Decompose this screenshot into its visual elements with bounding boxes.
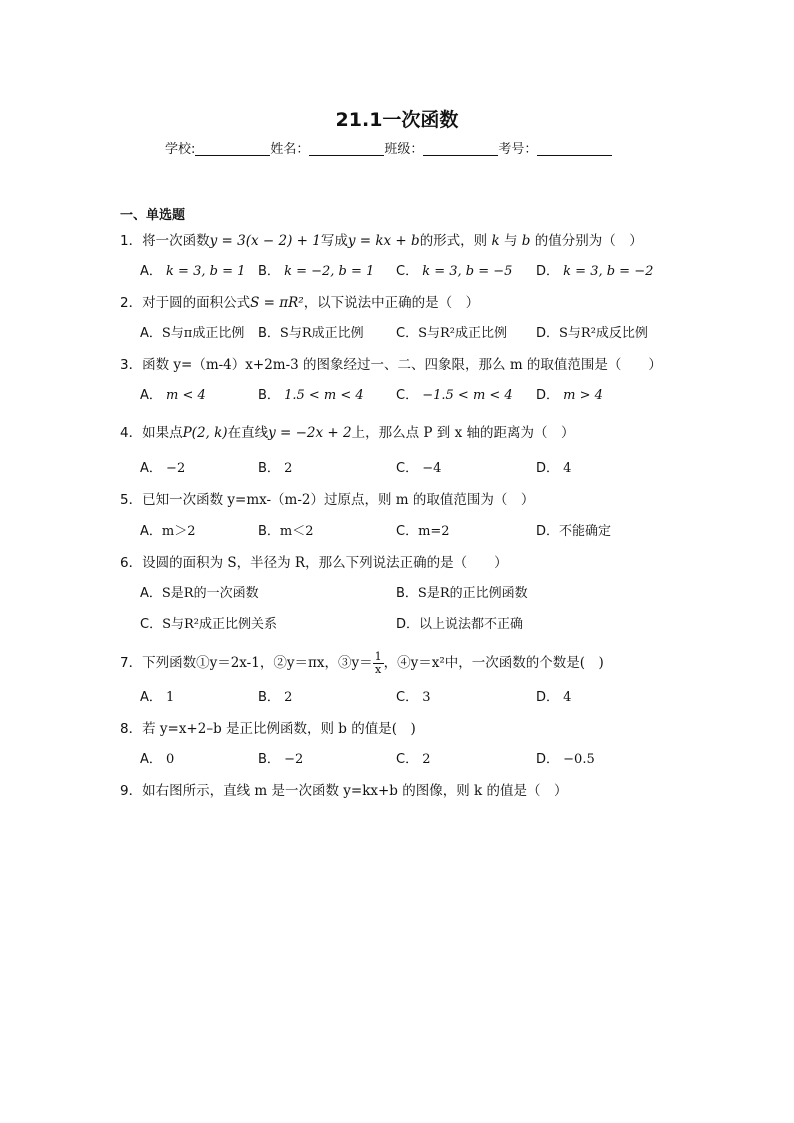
option-c[interactable] [396,457,441,476]
option-text: k = 3, b = −2 [563,264,654,279]
option-label: A． [140,461,162,476]
option-text: S是R的一次函数 [161,586,259,601]
option-label: C． [396,752,419,767]
option-text: 以上说法都不正确 [419,617,524,632]
equation: P(2, k) [182,425,228,441]
option-text: −4 [422,461,442,476]
option-label: D． [536,326,560,341]
option-c[interactable] [140,613,277,632]
option-a[interactable] [140,582,259,601]
option-label: C． [396,326,419,341]
option-label: A． [140,524,162,539]
option-text: 2 [284,461,293,476]
fraction-numerator: 1 [374,650,382,663]
question-8 [120,717,416,737]
name-blank [309,141,384,156]
equation: y = kx + b [347,233,420,249]
option-label: B． [396,586,418,601]
option-a[interactable] [140,520,196,539]
option-a[interactable] [140,748,174,767]
option-label: D． [536,752,560,767]
option-text: S与R²成正比例 [418,326,507,341]
option-a[interactable] [140,686,174,705]
option-b[interactable] [258,457,292,476]
option-label: A． [140,690,162,705]
question-text: 将一次函数 [142,233,210,249]
option-text: 不能确定 [559,524,612,539]
school-label: 学校: [165,142,196,157]
question-text: 下列函数①y＝2x-1，②y＝πx，③y＝ [142,655,373,671]
question-number: 5． [120,492,143,508]
option-label: C． [396,524,419,539]
option-b[interactable] [258,322,364,341]
option-d[interactable] [536,748,595,767]
exam-no-blank [537,141,612,156]
question-text: 已知一次函数 y=mx-（m-2）过原点，则 m 的取值范围为（ ） [142,492,535,508]
option-label: D． [536,690,560,705]
option-d[interactable] [536,260,653,279]
student-info-line [165,138,612,157]
variable: b [521,233,531,249]
question-text: 若 y=x+2–b 是正比例函数，则 b 的值是( ) [142,721,416,737]
question-number: 7． [120,655,143,671]
option-b[interactable] [258,686,292,705]
variable: k [491,233,500,249]
option-b[interactable] [258,748,303,767]
option-text: 4 [563,461,572,476]
option-text: 1 [166,690,175,705]
option-a[interactable] [140,384,206,403]
option-b[interactable] [396,582,528,601]
fraction [373,651,384,676]
option-label: D． [536,264,560,279]
option-text: k = 3, b = 1 [166,264,246,279]
question-text: 在直线 [227,425,269,441]
option-c[interactable] [396,520,450,539]
option-b[interactable] [258,520,314,539]
option-label: D． [536,524,560,539]
question-text: 与 [503,233,518,249]
option-text: m > 4 [563,388,603,403]
option-text: −1.5 < m < 4 [422,388,513,403]
question-7 [120,651,604,676]
option-text: S与R²成正比例关系 [162,617,277,632]
equation: y = 3(x − 2) + 1 [209,233,321,249]
question-number: 1． [120,233,143,249]
option-text: −0.5 [563,752,595,767]
option-text: 3 [422,690,431,705]
option-text: S与R²成反比例 [559,326,648,341]
option-label: C． [396,461,419,476]
question-9 [120,779,568,799]
option-text: 2 [284,690,293,705]
option-label: B． [258,326,280,341]
option-c[interactable] [396,384,513,403]
question-4 [120,421,574,441]
question-text: 如果点 [142,425,183,441]
option-text: k = −2, b = 1 [284,264,375,279]
option-text: m＜2 [279,524,314,539]
option-text: −2 [284,752,304,767]
option-text: k = 3, b = −5 [422,264,513,279]
option-label: B． [258,264,280,279]
name-label: 姓名： [270,142,310,157]
option-c[interactable] [396,322,507,341]
question-text: 的值分别为（ ） [534,233,643,249]
option-text: 2 [422,752,431,767]
question-5 [120,488,534,508]
section-heading: 一、单选题 [120,208,186,223]
option-text: m < 4 [166,388,206,403]
option-label: A． [140,388,162,403]
option-a[interactable] [140,457,185,476]
option-c[interactable] [396,748,431,767]
option-label: C． [396,388,419,403]
equation: S = πR² [250,295,304,311]
option-c[interactable] [396,686,431,705]
option-text: −2 [166,461,186,476]
question-3 [120,353,662,373]
option-label: A． [140,326,162,341]
question-number: 6． [120,555,143,571]
option-label: C． [396,690,419,705]
option-text: m=2 [418,524,450,539]
option-d[interactable] [396,613,523,632]
option-text: S与π成正比例 [161,326,245,341]
option-text: 1.5 < m < 4 [284,388,364,403]
equation: y = −2x + 2 [268,425,352,441]
option-label: B． [258,461,280,476]
exam-no-label: 考号： [498,142,538,157]
option-a[interactable] [140,322,244,341]
question-text: 写成 [320,233,348,249]
option-label: B． [258,524,280,539]
fraction-denominator: x [374,663,382,676]
option-d[interactable] [536,322,648,341]
question-1 [120,229,643,249]
option-label: C． [140,617,163,632]
option-d[interactable] [536,457,571,476]
page-title: 21.1一次函数 [335,109,459,131]
option-label: D． [536,461,560,476]
option-label: B． [258,388,280,403]
question-number: 9． [120,783,143,799]
option-text: 4 [563,690,572,705]
option-c[interactable] [396,260,512,279]
option-b[interactable] [258,384,364,403]
option-text: S是R的正比例函数 [417,586,528,601]
question-2 [120,291,479,311]
option-text: m＞2 [161,524,196,539]
option-label: A． [140,752,162,767]
option-a[interactable] [140,260,245,279]
question-number: 2． [120,295,143,311]
option-label: D． [396,617,420,632]
class-label: 班级： [384,142,424,157]
option-label: A． [140,264,162,279]
option-text: 0 [166,752,175,767]
class-blank [423,141,498,156]
question-text: ，以下说法中正确的是（ ） [303,295,480,311]
option-label: B． [258,752,280,767]
option-label: A． [140,586,162,601]
option-b[interactable] [258,260,374,279]
option-text: S与R成正比例 [279,326,364,341]
option-d[interactable] [536,384,603,403]
option-label: C． [396,264,419,279]
question-text: 上，那么点 P 到 x 轴的距离为（ ） [351,425,575,441]
question-number: 3． [120,357,143,373]
option-label: B． [258,690,280,705]
question-text: 如右图所示，直线 m 是一次函数 y=kx+b 的图像，则 k 的值是（ ） [142,783,568,799]
question-6 [120,551,508,571]
question-number: 8． [120,721,143,737]
question-text: 设圆的面积为 S，半径为 R，那么下列说法正确的是（ ） [142,555,508,571]
question-text: 的形式，则 [419,233,488,249]
school-blank [195,141,270,156]
question-text: 对于圆的面积公式 [142,295,251,311]
option-label: D． [536,388,560,403]
option-d[interactable] [536,686,571,705]
option-d[interactable] [536,520,611,539]
question-text: ，④y＝x²中，一次函数的个数是( ) [383,655,604,671]
question-text: 函数 y=（m-4）x+2m-3 的图象经过一、二、四象限，那么 m 的取值范围是（ ） [142,357,662,373]
question-number: 4． [120,425,143,441]
